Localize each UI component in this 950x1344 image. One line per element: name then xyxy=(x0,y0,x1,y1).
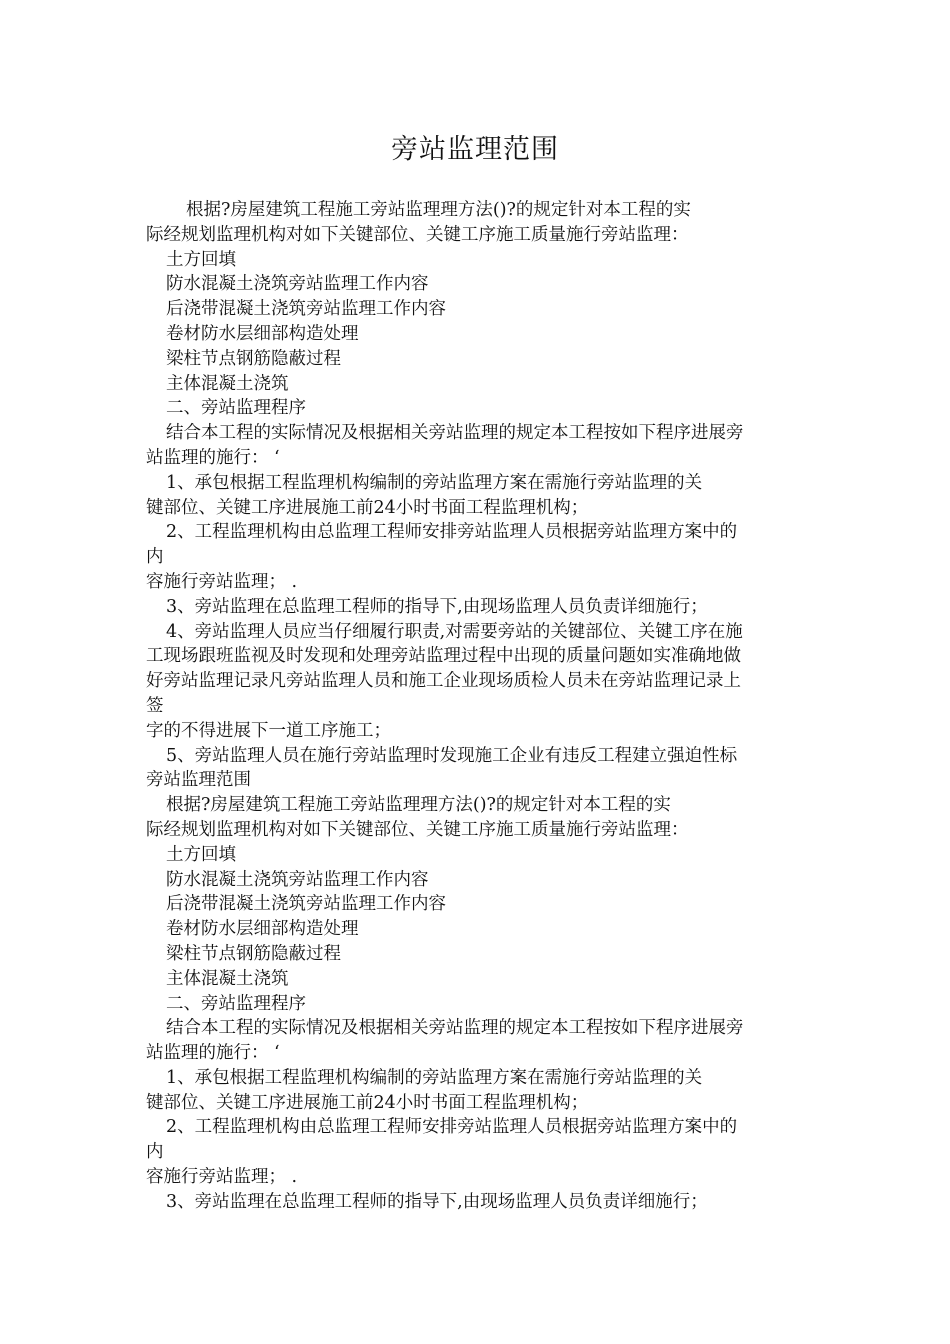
paragraph-line: 二、旁站监理程序 xyxy=(166,993,306,1014)
paragraph-line: 容施行旁站监理； . xyxy=(146,571,298,592)
paragraph-line: 根据?房屋建筑工程施工旁站监理理方法()?的规定针对本工程的实 xyxy=(166,795,671,816)
paragraph-line: 后浇带混凝土浇筑旁站监理工作内容 xyxy=(166,894,446,915)
paragraph-line: 容施行旁站监理； . xyxy=(146,1167,298,1188)
paragraph-line: 好旁站监理记录凡旁站监理人员和施工企业现场质检人员未在旁站监理记录上 xyxy=(146,671,741,692)
paragraph-line: 1、承包根据工程监理机构编制的旁站监理方案在需施行旁站监理的关 xyxy=(166,1067,703,1088)
paragraph-line: 站监理的施行： ‘ xyxy=(146,1043,280,1064)
paragraph-line: 4、旁站监理人员应当仔细履行职责,对需要旁站的关键部位、关键工序在施 xyxy=(166,621,743,642)
paragraph-line: 主体混凝土浇筑 xyxy=(166,968,289,989)
paragraph-line: 键部位、关键工序进展施工前24小时书面工程监理机构； xyxy=(146,1092,589,1113)
paragraph-line: 3、旁站监理在总监理工程师的指导下,由现场监理人员负责详细施行； xyxy=(166,596,708,617)
paragraph-line: 卷材防水层细部构造处理 xyxy=(166,919,359,940)
paragraph-line: 梁柱节点钢筋隐蔽过程 xyxy=(166,348,341,369)
paragraph-line: 内 xyxy=(146,1142,164,1163)
paragraph-line: 2、工程监理机构由总监理工程师安排旁站监理人员根据旁站监理方案中的 xyxy=(166,522,738,543)
paragraph-line: 签 xyxy=(146,695,164,716)
paragraph-line: 防水混凝土浇筑旁站监理工作内容 xyxy=(166,869,429,890)
paragraph-line: 际经规划监理机构对如下关键部位、关键工序施工质量施行旁站监理： xyxy=(146,224,689,245)
paragraph-line: 字的不得进展下一道工序施工； xyxy=(146,720,391,741)
paragraph-line: 卷材防水层细部构造处理 xyxy=(166,323,359,344)
paragraph-line: 工现场跟班监视及时发现和处理旁站监理过程中出现的质量问题如实准确地做 xyxy=(146,646,741,667)
paragraph-line: 结合本工程的实际情况及根据相关旁站监理的规定本工程按如下程序进展旁 xyxy=(166,1018,744,1039)
paragraph-line: 3、旁站监理在总监理工程师的指导下,由现场监理人员负责详细施行； xyxy=(166,1191,708,1212)
paragraph-line: 1、承包根据工程监理机构编制的旁站监理方案在需施行旁站监理的关 xyxy=(166,472,703,493)
paragraph-line: 二、旁站监理程序 xyxy=(166,398,306,419)
document-title: 旁站监理范围 xyxy=(391,134,559,165)
paragraph-line: 防水混凝土浇筑旁站监理工作内容 xyxy=(166,274,429,295)
paragraph-line: 主体混凝土浇筑 xyxy=(166,373,289,394)
paragraph-line: 站监理的施行： ‘ xyxy=(146,447,280,468)
paragraph-line: 后浇带混凝土浇筑旁站监理工作内容 xyxy=(166,299,446,320)
paragraph-line: 键部位、关键工序进展施工前24小时书面工程监理机构； xyxy=(146,497,589,518)
paragraph-line: 际经规划监理机构对如下关键部位、关键工序施工质量施行旁站监理： xyxy=(146,819,689,840)
paragraph-line: 土方回填 xyxy=(166,844,236,865)
paragraph-line: 旁站监理范围 xyxy=(146,770,251,791)
paragraph-line: 土方回填 xyxy=(166,249,236,270)
paragraph-line: 梁柱节点钢筋隐蔽过程 xyxy=(166,943,341,964)
paragraph-line: 2、工程监理机构由总监理工程师安排旁站监理人员根据旁站监理方案中的 xyxy=(166,1117,738,1138)
paragraph-line: 结合本工程的实际情况及根据相关旁站监理的规定本工程按如下程序进展旁 xyxy=(166,423,744,444)
paragraph-line: 根据?房屋建筑工程施工旁站监理理方法()?的规定针对本工程的实 xyxy=(186,200,691,220)
paragraph-line: 5、旁站监理人员在施行旁站监理时发现施工企业有违反工程建立强迫性标 xyxy=(166,745,738,766)
document-body xyxy=(146,198,806,1215)
paragraph-line: 内 xyxy=(146,547,164,568)
